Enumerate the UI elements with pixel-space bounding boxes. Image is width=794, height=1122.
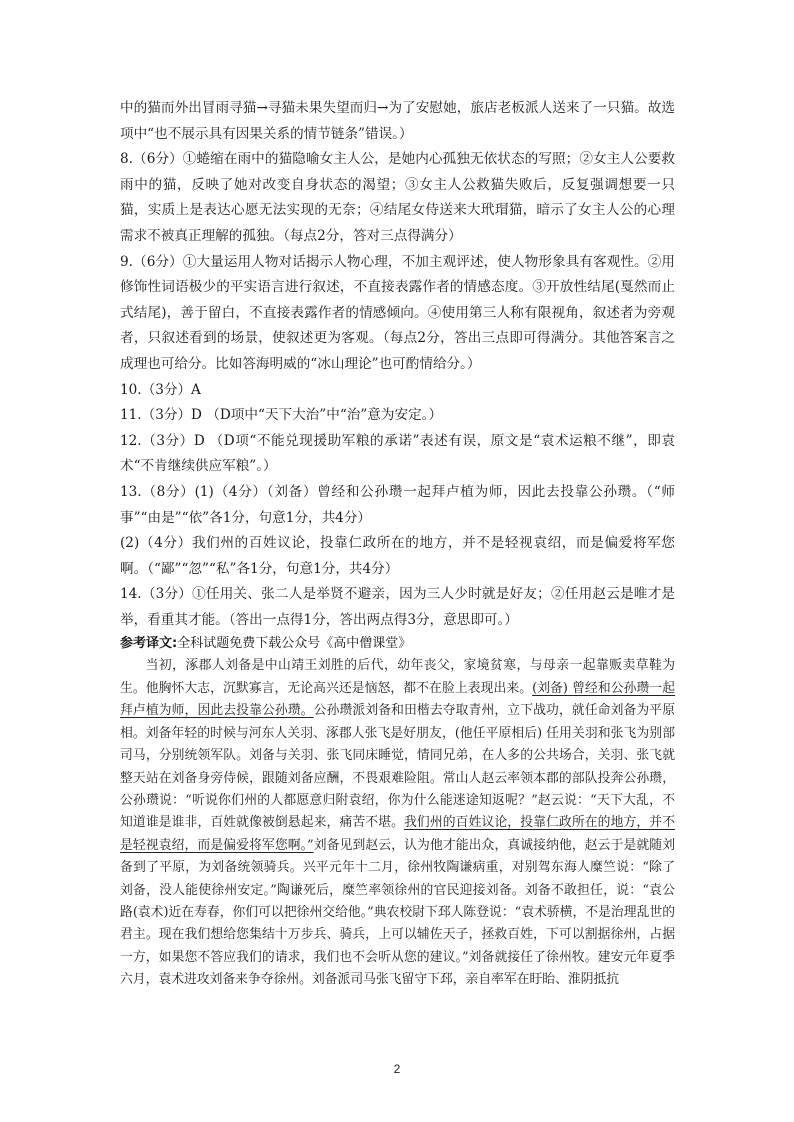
answer-q14: 14.（3分）①任用关、张二人是举贤不避亲，因为三人少时就是好友；②任用赵云是唯才是举，看重其才能。（答出一点得1分，答出两点得3分，意思即可。） <box>120 586 675 628</box>
answer-q9: 9.（6分）①大量运用人物对话揭示人物心理，不加主观评述，使人物形象具有客观性。②用修饰性词语极少的平实语言进行叙述，不直接表露作者的情感态度。③开放性结尾(戛然而止式结尾)，善于留白，不直接表露作者的情感倾向。④使用第三人称有限视角，叙述者为旁观者，只叙述看到的场景，使叙述更为客观。（每点2分，答出三点即可得满分。其他答案言之成理也可给分。比如答海明威的“冰山理论”也可酌情给分。） <box>120 253 675 372</box>
translation-part-1: 当初，涿郡人刘备是中山靖王刘胜的后代，幼年丧父，家境贫寒，与母亲一起靠贩卖草鞋为生。他胸怀大志，沉默寡言，无论高兴还是恼怒，都不在脸上表现出来。 <box>120 658 675 696</box>
answer-q13-1: 13.（8分）(1)（4分）（刘备）曾经和公孙瓒一起拜卢植为师，因此去投靠公孙瓒。（“师事”“由是”“依”各1分，句意1分，共4分） <box>120 483 675 526</box>
translation-part-3: 刘备见到赵云，认为他才能出众，真诚接纳他，赵云于是就随刘备到了平原，为刘备统领骑兵。兴平元年十二月，徐州牧陶谦病重，对别驾东海人糜竺说：“除了刘备，没人能使徐州安定。”陶谦死后，糜竺率领徐州的官民迎接刘备。刘备不敢担任，说：“袁公路(袁术)近在寿春，你们可以把徐州交给他。”典农校尉下邳人陈登说：“袁术骄横，不是治理乱世的君主。现在我们想给您集结十万步兵、骑兵，上可以辅佐天子，拯救百姓，下可以割据徐州，占据一方，如果您不答应我们的请求，我们也不会听从您的建议。”刘备就接任了徐州牧。建安元年夏季六月，袁术进攻刘备来争夺徐州。刘备派司马张飞留守下邳，亲自率军在盱眙、淮阴抵抗 <box>120 837 675 988</box>
answer-q11: 11.（3分）D （D项中“天下大治”中“治”意为安定。） <box>120 407 443 424</box>
answer-intro: 中的猫而外出冒雨寻猫→寻猫未果失望而归→为了安慰她，旅店老板派人送来了一只猫。故选项中“也不展示具有因果关系的情节链条”错误。） <box>120 100 675 142</box>
reference-source: 全科试题免费下载公众号《高中僧课堂》 <box>177 636 412 652</box>
page-number: 2 <box>393 1062 401 1076</box>
reference-label: 参考译文: <box>120 636 178 652</box>
answer-q8: 8.（6分）①蜷缩在雨中的猫隐喻女主人公，是她内心孤独无依状态的写照；②女主人公要救雨中的猫，反映了她对改变自身状态的渴望；③女主人公救猫失败后，反复强调想要一只猫，实质上是表达心愿无法实现的无奈；④结尾女侍送来大玳瑁猫，暗示了女主人公的心理需求不被真正理解的孤独。（每点2分，答对三点得满分） <box>120 151 675 244</box>
answer-q10: 10.（3分）A <box>120 381 201 398</box>
answer-q12: 12.（3分）D （D项“不能兑现援助军粮的承诺”表述有误，原文是“袁术运粮不继”，即袁术“不肯继续供应军粮”。） <box>120 432 675 475</box>
reference-heading <box>120 633 675 655</box>
answer-q13-2: (2)（4分）我们州的百姓议论，投靠仁政所在的地方，并不是轻视袁绍，而是偏爱将军您啊。（“鄙”“忽”“私”各1分，句意1分，共4分） <box>120 535 675 577</box>
translation-part-2: 公孙瓒派刘备和田楷去夺取青州，立下战功，就任命刘备为平原相。刘备年轻的时候与河东人关羽、涿郡人张飞是好朋友，(他任平原相后) 任用关羽和张飞为别部司马，分别统领军队。刘备与关羽、张飞同床睡觉，情同兄弟，在人多的公共场合，关羽、张飞就整天站在刘备身旁侍候，跟随刘备应酬，不畏艰难险阻。常山人赵云率领本郡的部队投奔公孙瓒，公孙瓒说：“听说你们州的人都愿意归附袁绍，你为什么能迷途知返呢？”赵云说：“天下大乱，不知道谁是谁非，百姓就像被倒悬起来，痛苦不堪。 <box>120 703 676 831</box>
reference-translation <box>120 655 675 991</box>
translation-underline-1: (刘备) 曾经和公孙瓒一起拜卢植为师，因此去投靠公孙瓒。 <box>120 680 676 719</box>
answer-content <box>120 96 675 992</box>
translation-underline-2: 我们州的百姓议论，投靠仁政所在的地方，并不是轻视袁绍，而是偏爱将军您啊。” <box>120 815 676 853</box>
